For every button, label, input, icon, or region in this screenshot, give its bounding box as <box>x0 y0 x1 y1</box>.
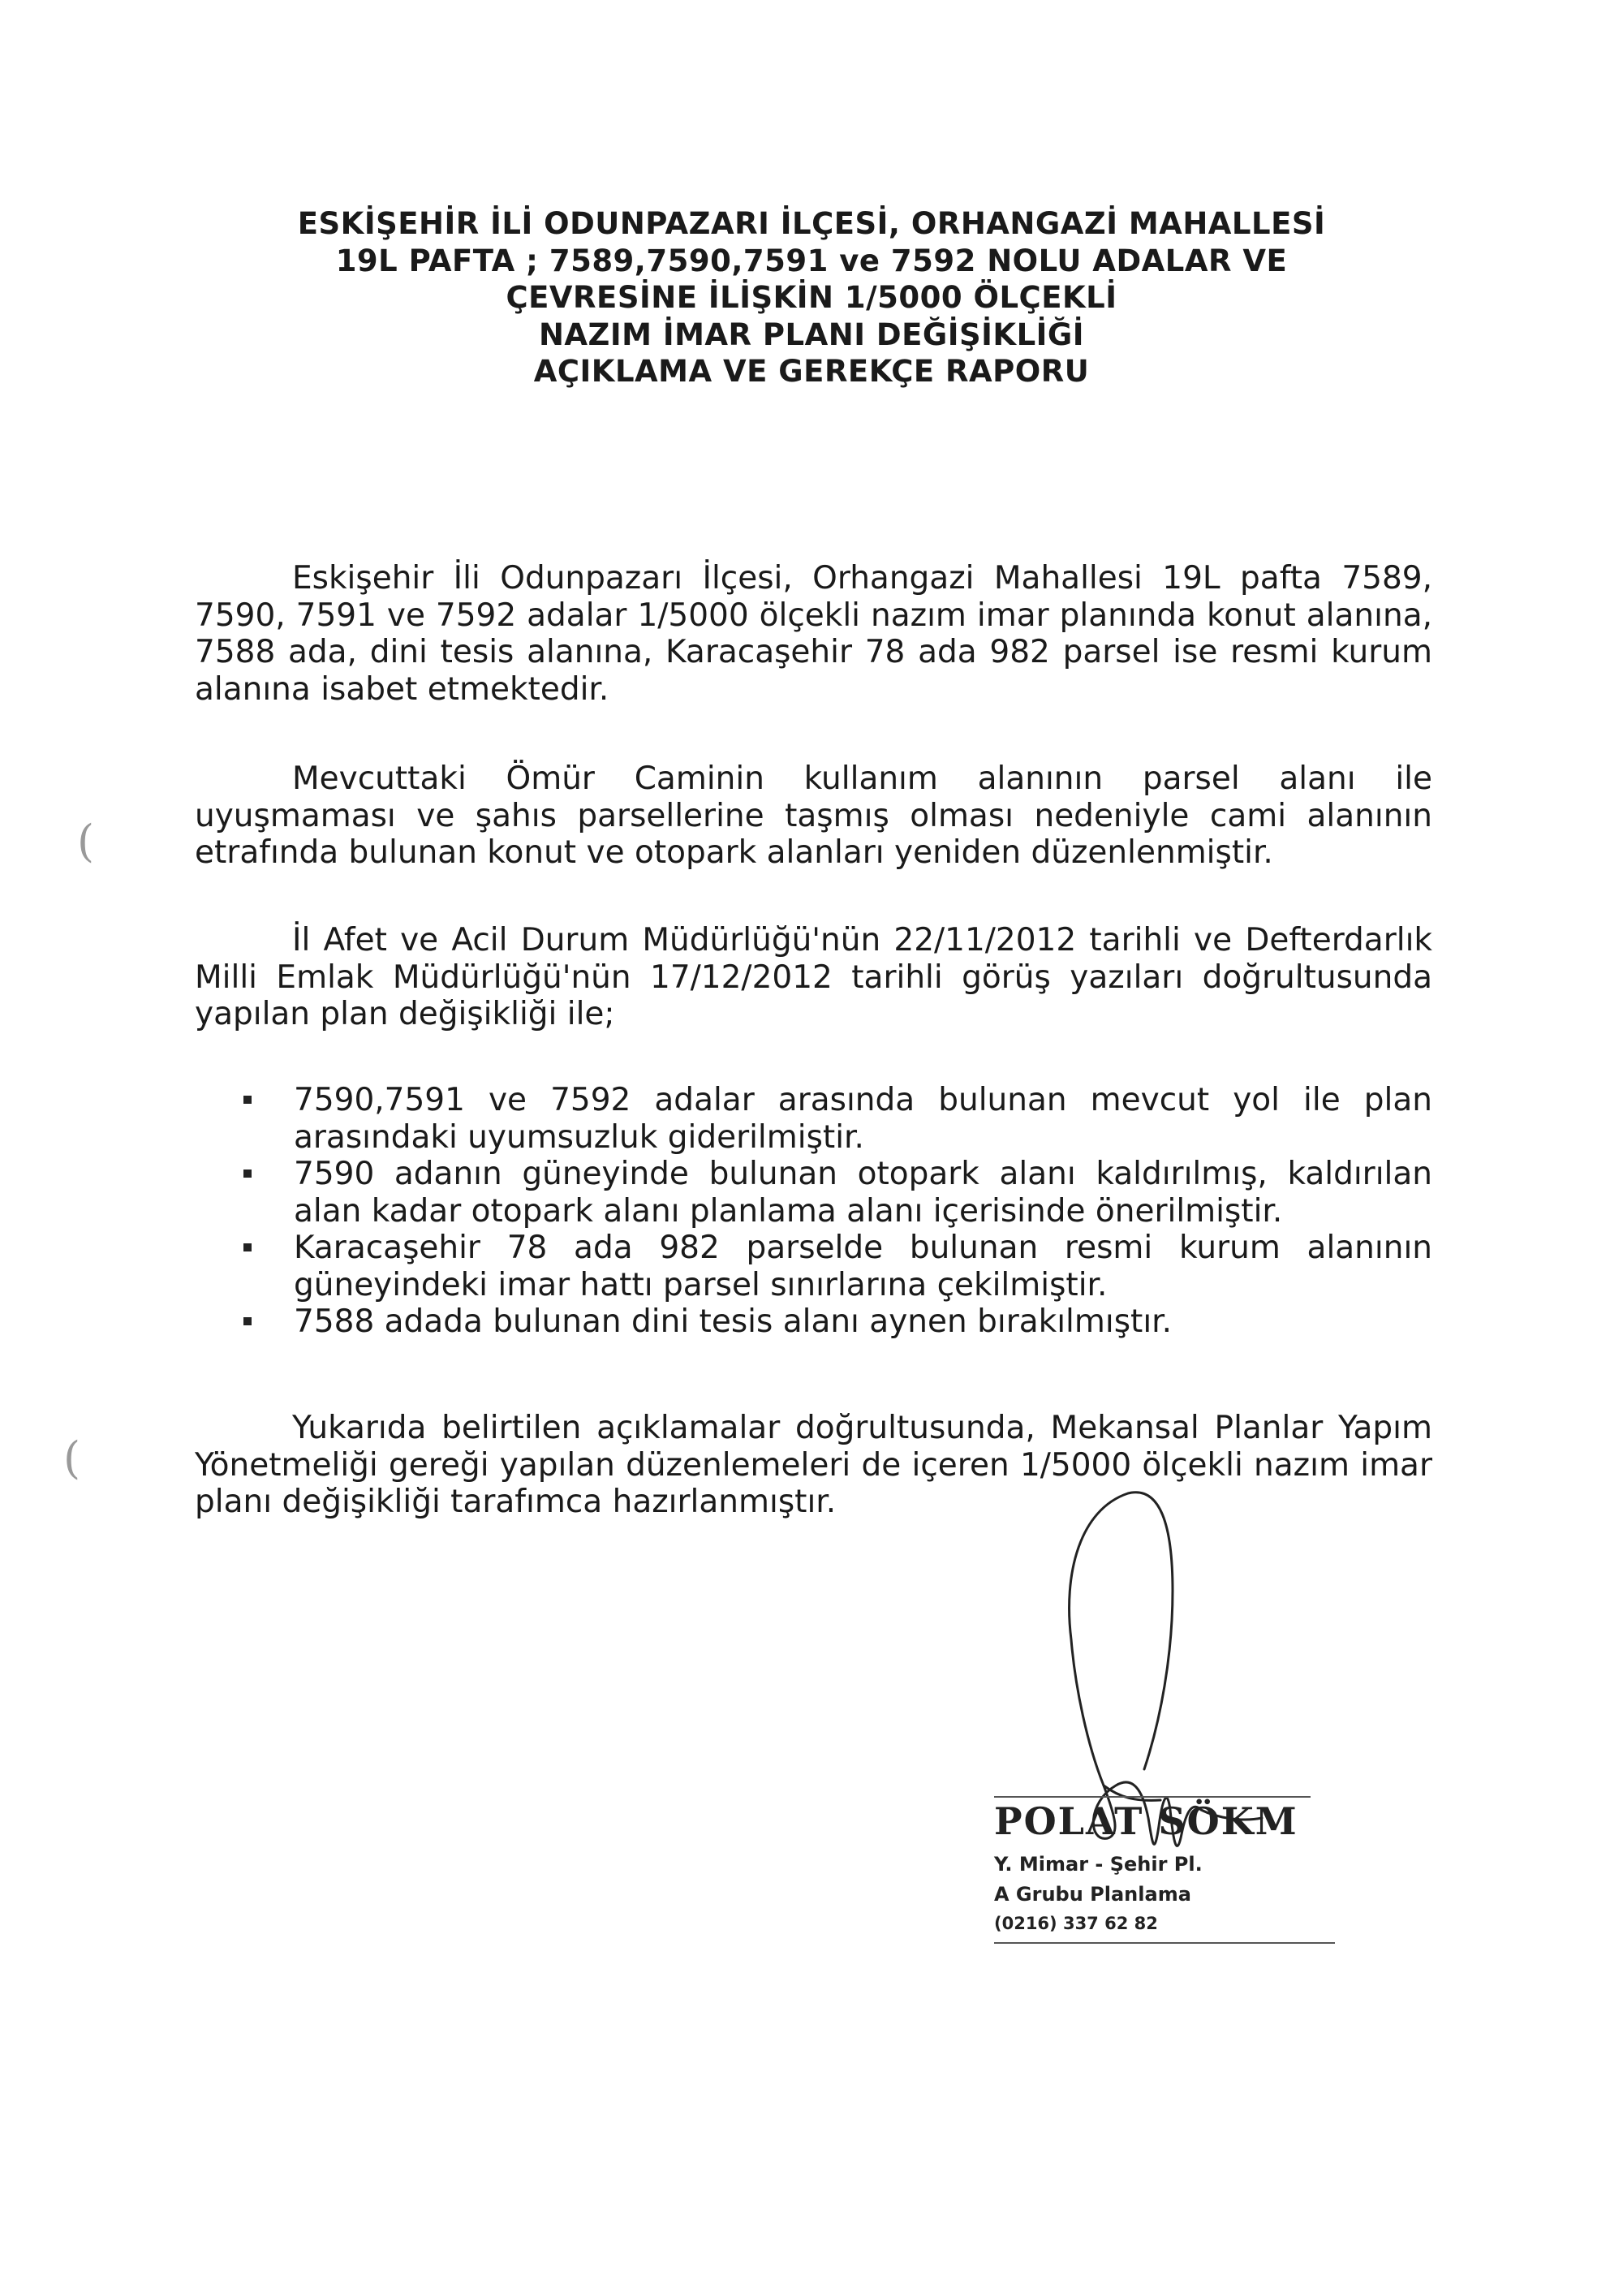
title-line: 19L PAFTA ; 7589,7590,7591 ve 7592 NOLU ADALAR VE <box>335 243 1288 278</box>
bullet-icon <box>243 1317 252 1325</box>
bullet-icon <box>243 1096 252 1104</box>
title-line: ÇEVRESİNE İLİŞKİN 1/5000 ÖLÇEKLİ <box>506 280 1117 315</box>
list-item <box>243 1156 1432 1230</box>
list-item-text: 7588 adada bulunan dini tesis alanı aynen bırakılmıştır. <box>294 1303 1173 1340</box>
document-title <box>162 205 1461 390</box>
paragraph-mosque <box>195 760 1432 872</box>
stamp-bottom-rule <box>994 1942 1335 1944</box>
title-line: NAZIM İMAR PLANI DEĞİŞİKLİĞİ <box>538 317 1085 352</box>
paragraph-intro <box>195 560 1432 708</box>
stamp-group: A Grubu Planlama <box>994 1883 1191 1906</box>
bullet-icon <box>243 1243 252 1251</box>
title-line: ESKİŞEHİR İLİ ODUNPAZARI İLÇESİ, ORHANGAZİ MAHALLESİ <box>297 206 1326 241</box>
list-item <box>243 1303 1432 1341</box>
list-item <box>243 1082 1432 1156</box>
title-line: AÇIKLAMA VE GEREKÇE RAPORU <box>533 354 1090 389</box>
paragraph-text: Eskişehir İli Odunpazarı İlçesi, Orhangazi Mahallesi 19L pafta 7589, 7590, 7591 ve 7592 adalar 1/5000 ölçekli nazım imar planında konut alanına, 7588 ada, dini tesis alanına, Karacaşehir 78 ada 982 parsel ise resmi kurum alanına isabet etmektedir. <box>195 560 1432 708</box>
paragraph-opinions <box>195 922 1432 1033</box>
stamp-top-rule <box>994 1796 1311 1798</box>
stamp-title: Y. Mimar - Şehir Pl. <box>994 1853 1203 1876</box>
bullet-icon <box>243 1170 252 1178</box>
paragraph-text: Mevcuttaki Ömür Caminin kullanım alanının parsel alanı ile uyuşmaması ve şahıs parsellerine taşmış olması nedeniyle cami alanının etrafında bulunan konut ve otopark alanları yeniden düzenlenmiştir. <box>195 760 1432 871</box>
stamp-phone: (0216) 337 62 82 <box>994 1914 1158 1933</box>
margin-bracket-mark: ( <box>63 1432 81 1484</box>
margin-bracket-mark: ( <box>77 816 95 867</box>
list-item <box>243 1230 1432 1303</box>
planner-stamp <box>994 1796 1343 1971</box>
paragraph-text: İl Afet ve Acil Durum Müdürlüğü'nün 22/11/2012 tarihli ve Defterdarlık Milli Emlak Müdürlüğü'nün 17/12/2012 tarihli görüş yazıları doğrultusunda yapılan plan değişikliği ile; <box>195 922 1432 1032</box>
list-item-text: 7590 adanın güneyinde bulunan otopark alanı kaldırılmış, kaldırılan alan kadar otopark alanı planlama alanı içerisinde önerilmiştir. <box>294 1156 1432 1230</box>
list-item-text: Karacaşehir 78 ada 982 parselde bulunan resmi kurum alanının güneyindeki imar hattı parsel sınırlarına çekilmiştir. <box>294 1230 1432 1303</box>
list-item-text: 7590,7591 ve 7592 adalar arasında bulunan mevcut yol ile plan arasındaki uyumsuzluk giderilmiştir. <box>294 1082 1432 1156</box>
paragraph-text: Yukarıda belirtilen açıklamalar doğrultusunda, Mekansal Planlar Yapım Yönetmeliği gereği yapılan düzenlemeleri de içeren 1/5000 ölçekli nazım imar planı değişikliği tarafımca hazırlanmıştır. <box>195 1410 1432 1520</box>
stamp-name: POLAT SÖKM <box>994 1799 1298 1843</box>
changes-list <box>243 1082 1432 1341</box>
